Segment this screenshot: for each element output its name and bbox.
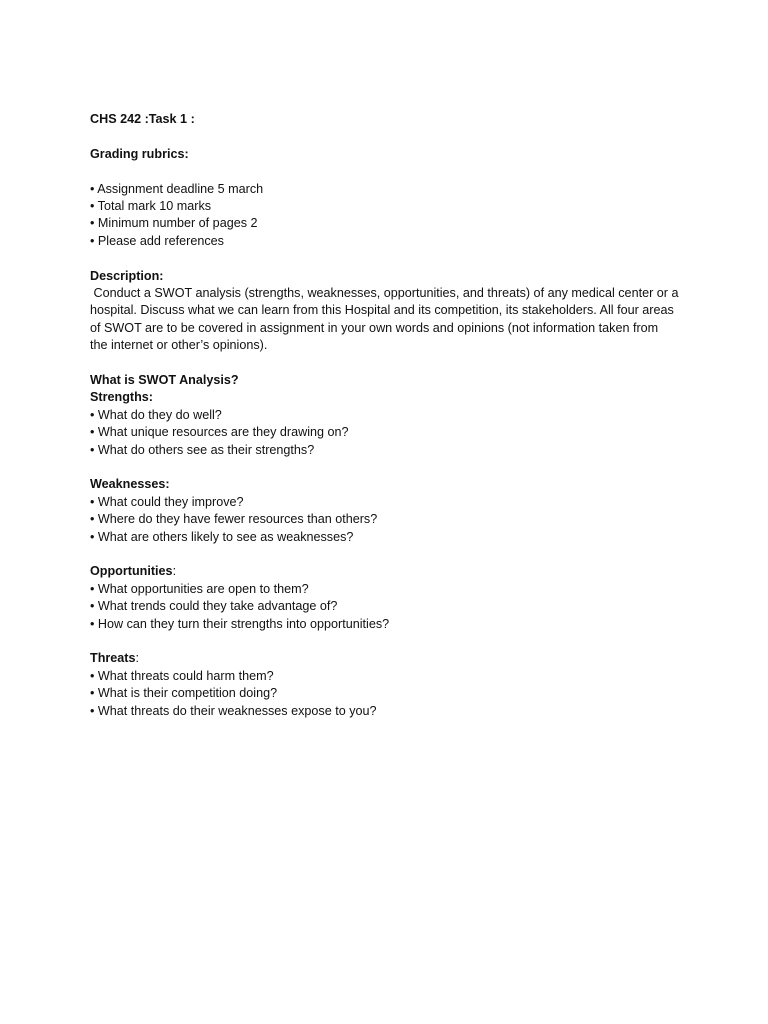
weaknesses-item: • Where do they have fewer resources than others? — [90, 512, 378, 527]
strengths-item: • What unique resources are they drawing on? — [90, 425, 349, 440]
threats-heading: Threats — [90, 651, 136, 666]
opportunities-item: • How can they turn their strengths into opportunities? — [90, 616, 390, 631]
weaknesses-section — [90, 476, 690, 546]
strengths-item: • What do others see as their strengths? — [90, 442, 315, 457]
opportunities-colon: : — [172, 564, 177, 579]
strengths-section — [90, 389, 690, 459]
strengths-item: • What do they do well? — [90, 407, 222, 422]
threats-item: • What threats do their weaknesses expose to you? — [90, 703, 377, 718]
spacer — [90, 163, 690, 180]
threats-item: • What is their competition doing? — [90, 686, 278, 701]
spacer — [90, 633, 690, 650]
spacer — [90, 546, 690, 563]
document-page — [90, 111, 690, 720]
rubric-item: • Total mark 10 marks — [90, 199, 212, 213]
opportunities-section — [90, 563, 690, 633]
strengths-heading: Strengths: — [90, 390, 153, 405]
rubric-item: • Minimum number of pages 2 — [90, 216, 258, 231]
opportunities-heading: Opportunities — [90, 564, 173, 579]
rubric-item: • Please add references — [90, 233, 224, 248]
description-heading: Description: — [90, 268, 164, 283]
spacer — [90, 459, 690, 476]
document-title: CHS 242 :Task 1 : — [90, 112, 195, 126]
spacer — [90, 250, 690, 267]
weaknesses-item: • What could they improve? — [90, 494, 244, 509]
description-line: the internet or other’s opinions). — [90, 338, 268, 353]
swot-heading: What is SWOT Analysis? — [90, 373, 239, 388]
grading-rubrics-heading: Grading rubrics: — [90, 146, 189, 161]
threats-item: • What threats could harm them? — [90, 668, 274, 683]
threats-section — [90, 650, 690, 720]
opportunities-item: • What opportunities are open to them? — [90, 581, 309, 596]
spacer — [90, 128, 690, 145]
description-line: Conduct a SWOT analysis (strengths, weaknesses, opportunities, and threats) of any medical center or a — [90, 286, 679, 301]
description-line: hospital. Discuss what we can learn from this Hospital and its competition, its stakeholders. All four areas — [90, 303, 674, 318]
description-line: of SWOT are to be covered in assignment in your own words and opinions (not information taken from — [90, 320, 659, 335]
threats-colon: : — [135, 651, 139, 666]
weaknesses-item: • What are others likely to see as weaknesses? — [90, 529, 354, 544]
description-paragraph — [90, 285, 690, 355]
weaknesses-heading: Weaknesses: — [90, 477, 170, 492]
rubric-list — [90, 181, 690, 251]
rubric-item: • Assignment deadline 5 march — [90, 181, 264, 196]
spacer — [90, 355, 690, 372]
opportunities-heading-line — [90, 563, 690, 580]
opportunities-item: • What trends could they take advantage of? — [90, 599, 338, 614]
threats-heading-line — [90, 650, 690, 667]
